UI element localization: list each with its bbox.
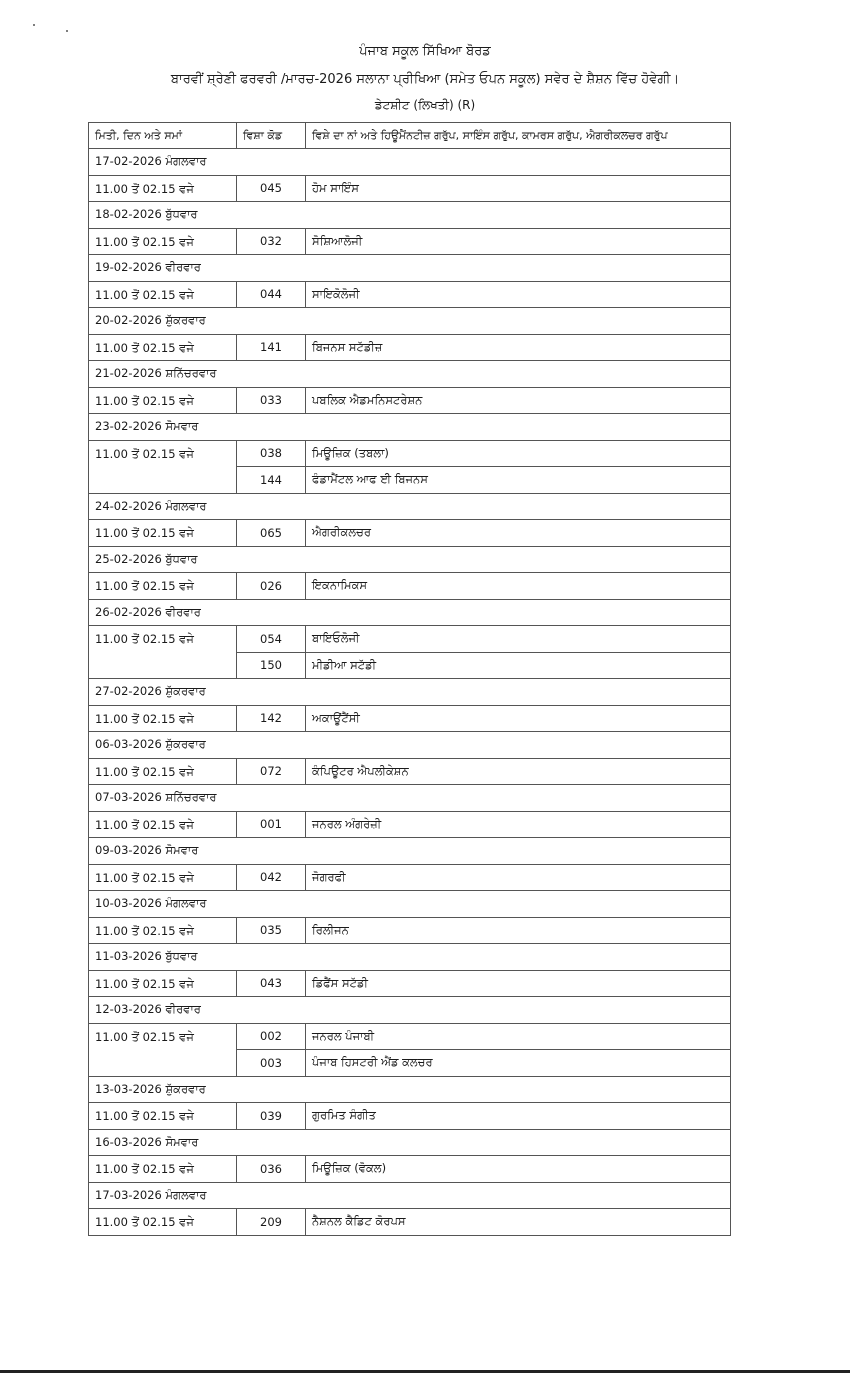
subject-name: ਅਕਾਊਂਟੈਂਸੀ: [306, 705, 731, 732]
exam-date: 26-02-2026 ਵੀਰਵਾਰ: [89, 599, 731, 626]
exam-time: 11.00 ਤੋਂ 02.15 ਵਜੇ: [89, 1209, 237, 1236]
exam-date: 24-02-2026 ਮੰਗਲਵਾਰ: [89, 493, 731, 520]
exam-time: 11.00 ਤੋਂ 02.15 ਵਜੇ: [89, 970, 237, 997]
subject-row: [89, 970, 731, 997]
subject-name: ਜੋਗਰਫੀ: [306, 864, 731, 891]
date-row: [89, 414, 731, 441]
subject-row: [89, 1023, 731, 1050]
exam-date: 13-03-2026 ਸ਼ੁੱਕਰਵਾਰ: [89, 1076, 731, 1103]
subject-name: ਬਿਜਨਸ ਸਟੱਡੀਜ਼: [306, 334, 731, 361]
exam-time: 11.00 ਤੋਂ 02.15 ਵਜੇ: [89, 387, 237, 414]
header-subject-code: ਵਿਸ਼ਾ ਕੋਡ: [237, 123, 306, 149]
exam-date: 17-02-2026 ਮੰਗਲਵਾਰ: [89, 149, 731, 176]
exam-time: 11.00 ਤੋਂ 02.15 ਵਜੇ: [89, 334, 237, 361]
exam-time: 11.00 ਤੋਂ 02.15 ਵਜੇ: [89, 1103, 237, 1130]
subject-name: ਫੰਡਾਮੈਂਟਲ ਆਫ ਈ ਬਿਜਨਸ: [306, 467, 731, 494]
header-subject-name: ਵਿਸ਼ੇ ਦਾ ਨਾਂ ਅਤੇ ਹਿਊਮੈਂਨਟੀਜ਼ ਗਰੁੱਪ, ਸਾਇੰਸ ਗਰੁੱਪ, ਕਾਮਰਸ ਗਰੁੱਪ, ਐਗਰੀਕਲਚਰ ਗਰੁੱਪ: [306, 123, 731, 149]
date-row: [89, 255, 731, 282]
subject-code: 038: [237, 440, 306, 467]
subject-name: ਸੋਸ਼ਿਆਲੋਜੀ: [306, 228, 731, 255]
subject-row: [89, 387, 731, 414]
subject-name: ਜਨਰਲ ਪੰਜਾਬੀ: [306, 1023, 731, 1050]
subject-code: 150: [237, 652, 306, 679]
board-title: ਪੰਜਾਬ ਸਕੂਲ ਸਿੱਖਿਆ ਬੋਰਡ: [359, 44, 491, 59]
exam-date: 23-02-2026 ਸੋਮਵਾਰ: [89, 414, 731, 441]
subject-name: ਮਿਊਜ਼ਿਕ (ਤਬਲਾ): [306, 440, 731, 467]
exam-date: 18-02-2026 ਬੁੱਧਵਾਰ: [89, 202, 731, 229]
exam-description: ਬਾਰਵੀਂ ਸ਼੍ਰੇਣੀ ਫਰਵਰੀ /ਮਾਰਚ-2026 ਸਲਾਨਾ ਪ੍ਰੀਖਿਆ (ਸਮੇਤ ਓਪਨ ਸਕੂਲ) ਸਵੇਰ ਦੇ ਸ਼ੈਸ਼ਨ ਵਿੱਚ ਹੋਵੇਗੀ।: [170, 72, 680, 87]
date-row: [89, 891, 731, 918]
subject-name: ਐਗਰੀਕਲਚਰ: [306, 520, 731, 547]
subject-code: 072: [237, 758, 306, 785]
exam-time: 11.00 ਤੋਂ 02.15 ਵਜੇ: [89, 917, 237, 944]
exam-date: 06-03-2026 ਸ਼ੁੱਕਰਵਾਰ: [89, 732, 731, 759]
date-row: [89, 202, 731, 229]
subject-row: [89, 228, 731, 255]
subject-name: ਸਾਇਕੋਲੋਜੀ: [306, 281, 731, 308]
subject-code: 026: [237, 573, 306, 600]
subject-name: ਕੰਪਿਊਟਰ ਐਪਲੀਕੇਸ਼ਨ: [306, 758, 731, 785]
subject-code: 033: [237, 387, 306, 414]
header-date-time: ਮਿਤੀ, ਦਿਨ ਅਤੇ ਸਮਾਂ: [89, 123, 237, 149]
subject-code: 045: [237, 175, 306, 202]
subject-name: ਨੈਸ਼ਨਲ ਕੈਡਿਟ ਕੋਰਪਸ: [306, 1209, 731, 1236]
datesheet-title: ਡੇਟਸ਼ੀਟ (ਲਿਖਤੀ) (R): [374, 98, 476, 112]
exam-time: 11.00 ਤੋਂ 02.15 ਵਜੇ: [89, 175, 237, 202]
exam-date: 17-03-2026 ਮੰਗਲਵਾਰ: [89, 1182, 731, 1209]
datesheet-body: [89, 149, 731, 1236]
subject-row: [89, 281, 731, 308]
subject-code: 142: [237, 705, 306, 732]
date-row: [89, 785, 731, 812]
subject-name: ਮਿਊਜ਼ਿਕ (ਵੋਕਲ): [306, 1156, 731, 1183]
subject-row: [89, 864, 731, 891]
date-row: [89, 1129, 731, 1156]
exam-time: 11.00 ਤੋਂ 02.15 ਵਜੇ: [89, 228, 237, 255]
date-row: [89, 149, 731, 176]
subject-code: 209: [237, 1209, 306, 1236]
subject-name: ਇਕਨਾਮਿਕਸ: [306, 573, 731, 600]
date-row: [89, 838, 731, 865]
subject-row: [89, 573, 731, 600]
subject-code: 039: [237, 1103, 306, 1130]
subject-name: ਜਨਰਲ ਅੰਗਰੇਜ਼ੀ: [306, 811, 731, 838]
scan-speck: [33, 24, 35, 26]
date-row: [89, 361, 731, 388]
subject-row: [89, 440, 731, 467]
subject-code: 065: [237, 520, 306, 547]
subject-name: ਡਿਫੈਂਸ ਸਟੱਡੀ: [306, 970, 731, 997]
date-row: [89, 546, 731, 573]
exam-time: 11.00 ਤੋਂ 02.15 ਵਜੇ: [89, 864, 237, 891]
subject-row: [89, 626, 731, 653]
date-row: [89, 308, 731, 335]
exam-date: 10-03-2026 ਮੰਗਲਵਾਰ: [89, 891, 731, 918]
subject-code: 054: [237, 626, 306, 653]
subject-name: ਰਿਲੀਜਨ: [306, 917, 731, 944]
date-row: [89, 679, 731, 706]
subject-row: [89, 705, 731, 732]
subject-code: 002: [237, 1023, 306, 1050]
exam-time: 11.00 ਤੋਂ 02.15 ਵਜੇ: [89, 440, 237, 493]
exam-time: 11.00 ਤੋਂ 02.15 ਵਜੇ: [89, 520, 237, 547]
exam-time: 11.00 ਤੋਂ 02.15 ਵਜੇ: [89, 1156, 237, 1183]
date-row: [89, 997, 731, 1024]
exam-date: 16-03-2026 ਸੋਮਵਾਰ: [89, 1129, 731, 1156]
exam-time: 11.00 ਤੋਂ 02.15 ਵਜੇ: [89, 573, 237, 600]
exam-date: 19-02-2026 ਵੀਰਵਾਰ: [89, 255, 731, 282]
date-row: [89, 493, 731, 520]
subject-row: [89, 758, 731, 785]
exam-date: 21-02-2026 ਸ਼ਨਿੱਚਰਵਾਰ: [89, 361, 731, 388]
subject-code: 001: [237, 811, 306, 838]
subject-row: [89, 1209, 731, 1236]
date-row: [89, 1076, 731, 1103]
subject-name: ਹੋਮ ਸਾਇੰਸ: [306, 175, 731, 202]
subject-row: [89, 334, 731, 361]
subject-row: [89, 811, 731, 838]
subject-row: [89, 1156, 731, 1183]
subject-code: 042: [237, 864, 306, 891]
subject-code: 036: [237, 1156, 306, 1183]
exam-time: 11.00 ਤੋਂ 02.15 ਵਜੇ: [89, 705, 237, 732]
subject-code: 144: [237, 467, 306, 494]
subject-name: ਬਾਇਓਲੋਜੀ: [306, 626, 731, 653]
subject-name: ਮੀਡੀਆ ਸਟੱਡੀ: [306, 652, 731, 679]
exam-date: 20-02-2026 ਸ਼ੁੱਕਰਵਾਰ: [89, 308, 731, 335]
subject-row: [89, 917, 731, 944]
subject-code: 035: [237, 917, 306, 944]
datesheet-table: [88, 122, 731, 1236]
exam-date: 27-02-2026 ਸ਼ੁੱਕਰਵਾਰ: [89, 679, 731, 706]
subject-code: 044: [237, 281, 306, 308]
exam-time: 11.00 ਤੋਂ 02.15 ਵਜੇ: [89, 626, 237, 679]
exam-time: 11.00 ਤੋਂ 02.15 ਵਜੇ: [89, 281, 237, 308]
exam-date: 25-02-2026 ਬੁੱਧਵਾਰ: [89, 546, 731, 573]
exam-date: 12-03-2026 ਵੀਰਵਾਰ: [89, 997, 731, 1024]
exam-date: 07-03-2026 ਸ਼ਨਿੱਚਰਵਾਰ: [89, 785, 731, 812]
date-row: [89, 1182, 731, 1209]
exam-time: 11.00 ਤੋਂ 02.15 ਵਜੇ: [89, 1023, 237, 1076]
subject-code: 032: [237, 228, 306, 255]
subject-code: 043: [237, 970, 306, 997]
exam-date: 11-03-2026 ਬੁੱਧਵਾਰ: [89, 944, 731, 971]
exam-date: 09-03-2026 ਸੋਮਵਾਰ: [89, 838, 731, 865]
exam-time: 11.00 ਤੋਂ 02.15 ਵਜੇ: [89, 758, 237, 785]
subject-code: 003: [237, 1050, 306, 1077]
exam-time: 11.00 ਤੋਂ 02.15 ਵਜੇ: [89, 811, 237, 838]
subject-code: 141: [237, 334, 306, 361]
subject-row: [89, 1103, 731, 1130]
subject-name: ਪੰਜਾਬ ਹਿਸਟਰੀ ਐਂਡ ਕਲਚਰ: [306, 1050, 731, 1077]
date-row: [89, 599, 731, 626]
date-row: [89, 944, 731, 971]
scan-speck: [66, 30, 68, 32]
subject-row: [89, 520, 731, 547]
subject-name: ਗੁਰਮਿਤ ਸੰਗੀਤ: [306, 1103, 731, 1130]
table-header-row: [89, 123, 731, 149]
date-row: [89, 732, 731, 759]
subject-row: [89, 175, 731, 202]
subject-name: ਪਬਲਿਕ ਐਡਮਨਿਸਟਰੇਸ਼ਨ: [306, 387, 731, 414]
